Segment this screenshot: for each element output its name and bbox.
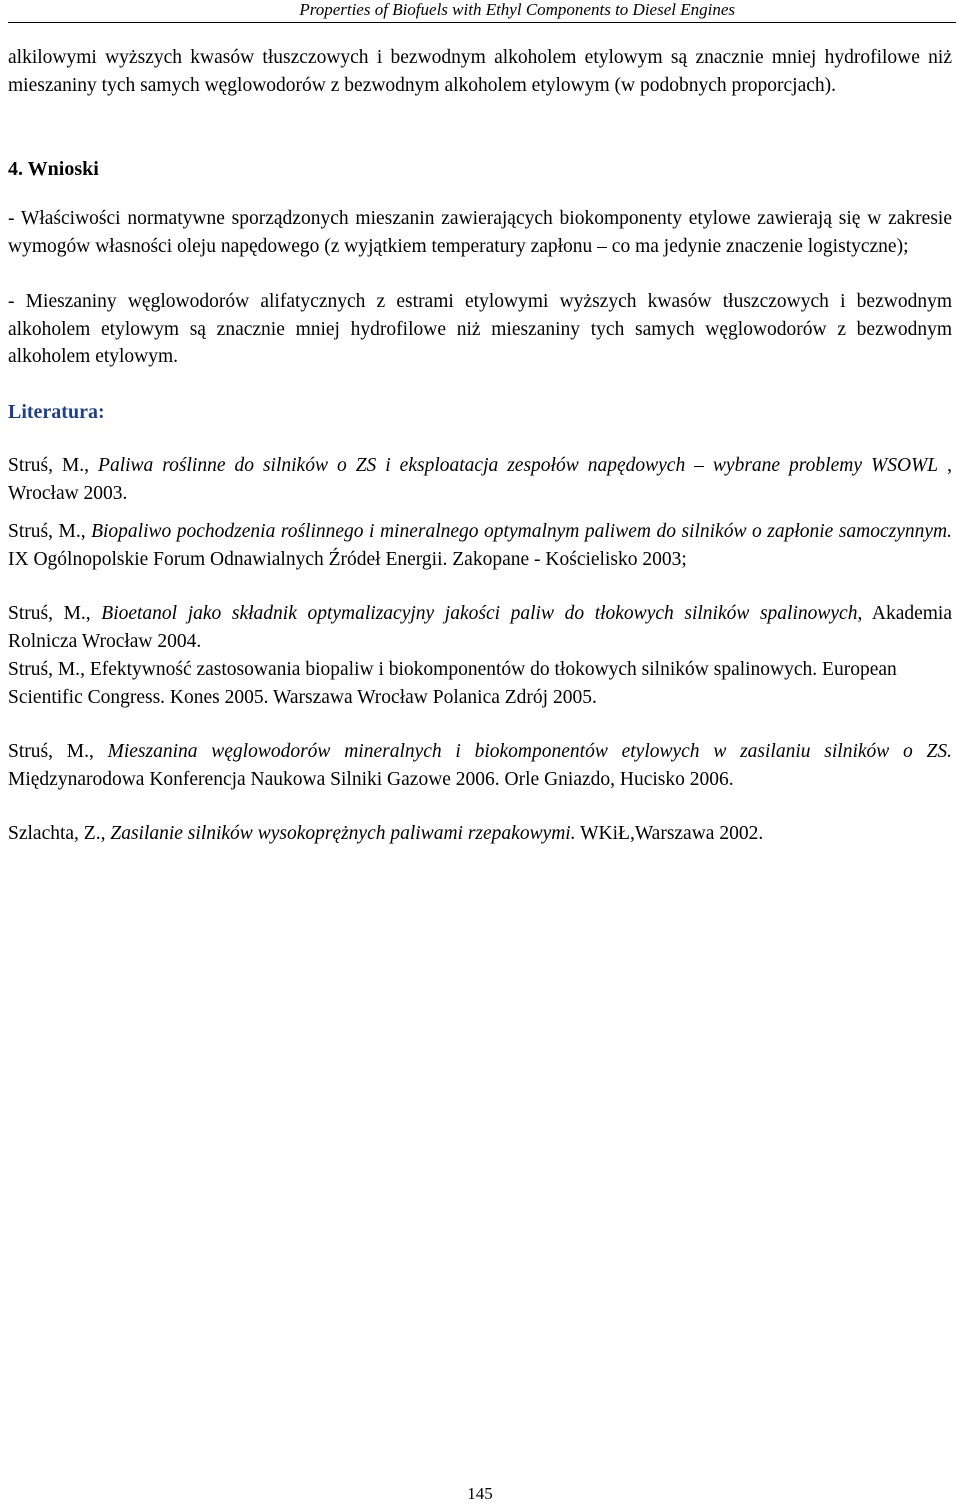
section-heading-conclusions: 4. Wnioski	[8, 158, 99, 180]
reference-item	[8, 820, 952, 848]
conclusions-paragraph-1	[8, 205, 952, 260]
reference-title: Biopaliwo pochodzenia roślinnego i mineralnego optymalnym paliwem do silników o zapłonie samoczynnym.	[91, 521, 953, 542]
reference-title: Zasilanie silników wysokoprężnych paliwami rzepakowymi.	[110, 823, 576, 844]
reference-author: Struś, M.	[8, 521, 81, 542]
reference-title: Mieszanina węglowodorów mineralnych i biokomponentów etylowych w zasilaniu silników o ZS.	[107, 741, 953, 762]
reference-author: Struś, M.	[8, 603, 86, 624]
reference-title: Bioetanol jako składnik optymalizacyjny jakości paliw do tłokowych silników spalinowych	[101, 603, 858, 624]
reference-item	[8, 600, 952, 655]
conclusions-paragraph-1-text: - Właściwości normatywne sporządzonych mieszanin zawierających biokomponenty etylowe zawierają się w zakresie wymogów własności oleju napędowego (z wyjątkiem temperatury zapłonu – co ma jedynie znaczenie logistyczne);	[8, 208, 952, 257]
reference-item	[8, 738, 952, 793]
reference-item	[8, 518, 952, 573]
running-header: Properties of Biofuels with Ethyl Components to Diesel Engines	[299, 0, 735, 19]
intro-paragraph	[8, 44, 952, 99]
reference-details: Międzynarodowa Konferencja Naukowa Silniki Gazowe 2006. Orle Gniazdo, Hucisko 2006.	[8, 768, 734, 790]
page-number: 145	[467, 1484, 493, 1503]
reference-details: WKiŁ,Warszawa 2002.	[575, 823, 764, 844]
intro-paragraph-text: alkilowymi wyższych kwasów tłuszczowych i bezwodnym alkoholem etylowym są znacznie mniej hydrofilowe niż mieszaniny tych samych węglowodorów z bezwodnym alkoholem etylowym (w podobnych proporcjach).	[8, 47, 952, 96]
conclusions-paragraph-2	[8, 288, 952, 371]
reference-separator: ,	[85, 603, 102, 624]
reference-details: IX Ogólnopolskie Forum Odnawialnych Źródeł Energii. Zakopane - Kościelisko 2003;	[8, 548, 687, 570]
reference-details: , Wrocław 2003.	[8, 455, 953, 504]
reference-author: Szlachta, Z.	[8, 823, 101, 844]
header-rule	[8, 22, 956, 23]
reference-author: Struś, M.	[8, 455, 85, 476]
reference-separator: ,	[80, 521, 92, 542]
reference-details: Efektywność zastosowania biopaliw i biokomponentów do tłokowych silników spalinowych. European Scientific Congress. Kones 2005. Warszawa Wrocław Polanica Zdrój 2005.	[8, 659, 897, 708]
reference-separator: ,	[80, 659, 90, 680]
reference-item	[8, 452, 952, 507]
conclusions-paragraph-2-text: - Mieszaniny węglowodorów alifatycznych z estrami etylowymi wyższych kwasów tłuszczowych i bezwodnym alkoholem etylowym są znacznie mniej hydrofilowe niż mieszaniny tych samych węglowodorów z bezwodnym alkoholem etylowym.	[8, 291, 952, 367]
reference-details: , Akademia Rolnicza Wrocław 2004.	[8, 603, 953, 652]
literature-heading: Literatura:	[8, 401, 105, 423]
reference-author: Struś, M.	[8, 659, 81, 680]
reference-separator: ,	[100, 823, 111, 844]
reference-separator: ,	[88, 741, 108, 762]
reference-author: Struś, M.	[8, 741, 89, 762]
reference-item	[8, 656, 952, 711]
reference-title: Paliwa roślinne do silników o ZS i eksploatacja zespołów napędowych – wybrane problemy WSOWL	[98, 455, 939, 476]
reference-separator: ,	[84, 455, 99, 476]
